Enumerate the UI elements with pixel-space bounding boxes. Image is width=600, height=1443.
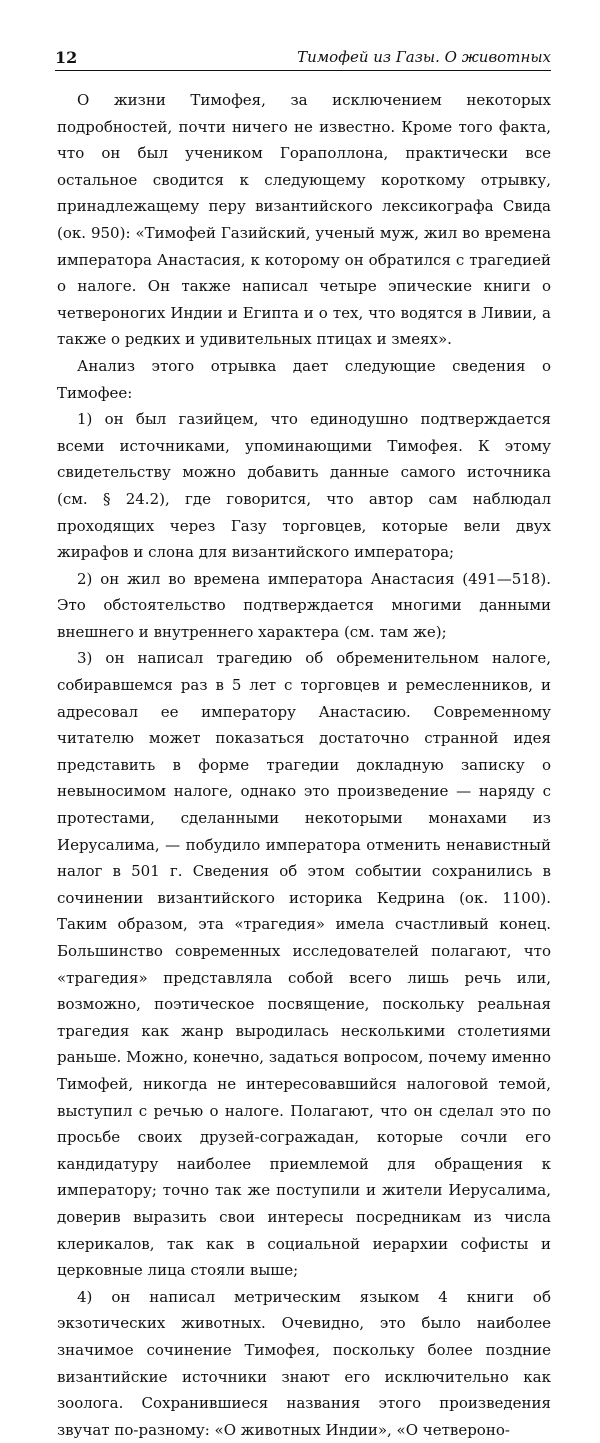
page-header [55,44,551,71]
paragraph-intro: О жизни Тимофея, за исключением некоторых подробностей, почти ничего не известно. Кроме того факта, что он был учеником Гораполлона, практически все остальное сводится к следующему короткому отрывку, принадлежащему перу византийского лексикографа Свида (ок. 950): «Тимофей Газийский, ученый муж, жил во времена императора Анастасия, к которому он обратился с трагедией о налоге. Он также написал четыре эпические книги о четвероногих Индии и Египта и о тех, что водятся в Ливии, а также о редких и удивительных птицах и змеях». [57,91,551,349]
paragraph-point-3: 3) он написал трагедию об обременительном налоге, собиравшемся раз в 5 лет с торговцев и ремесленников, и адресовал ее императору Анастасию. Современному читателю может показаться достаточно странной идея представить в форме трагедии докладную записку о невыносимом налоге, однако это произведение — наряду с протестами, сделанными некоторыми монахами из Иерусалима, — побудило императора отменить ненавистный налог в 501 г. Сведения об этом событии сохранились в сочинении византийского историка Кедрина (ок. 1100). Таким образом, эта «трагедия» имела счастливый конец. Большинство современных исследователей полагают, что «трагедия» представляла собой всего лишь речь или, возможно, поэтическое посвящение, поскольку реальная трагедия как жанр выродилась несколькими столетиями раньше. Можно, конечно, задаться вопросом, почему именно Тимофей, никогда не интересовавшийся налоговой темой, выступил с речью о налоге. Полагают, что он сделал это по просьбе своих друзей-согражадан, которые сочли его кандидатуру наиболее приемлемой для обращения к императору; точно так же поступили и жители Иерусалима, доверив выразить свои интересы посредникам из числа клерикалов, так как в социальной иерархии софисты и церковные лица стояли выше; [57,649,551,1280]
paragraph-analysis-lead: Анализ этого отрывка дает следующие сведения о Тимофее: [57,356,551,402]
paragraph-point-1: 1) он был газийцем, что единодушно подтверждается всеми источниками, упоминающими Тимофея. К этому свидетельству можно добавить данные самого источника (см. § 24.2), где говорится, что автор сам наблюдал проходящих через Газу торговцев, которые вели двух жирафов и слона для византийского императора; [57,410,551,562]
page-number: 12 [55,48,78,67]
paragraph-point-2: 2) он жил во времена императора Анастасия (491—518). Это обстоятельство подтверждается многими данными внешнего и внутреннего характера (см. там же); [57,569,551,641]
paragraph-point-4: 4) он написал метрическим языком 4 книги об экзотических животных. Очевидно, это было наиболее значимое сочинение Тимофея, поскольку более поздние византийские источники знают его исключительно как зоолога. Сохранившиеся названия этого произведения звучат по-разному: «О животных Индии», «О четвероно- [57,1287,551,1439]
body-text [57,87,551,1443]
running-title: Тимофей из Газы. О животных [297,48,551,66]
